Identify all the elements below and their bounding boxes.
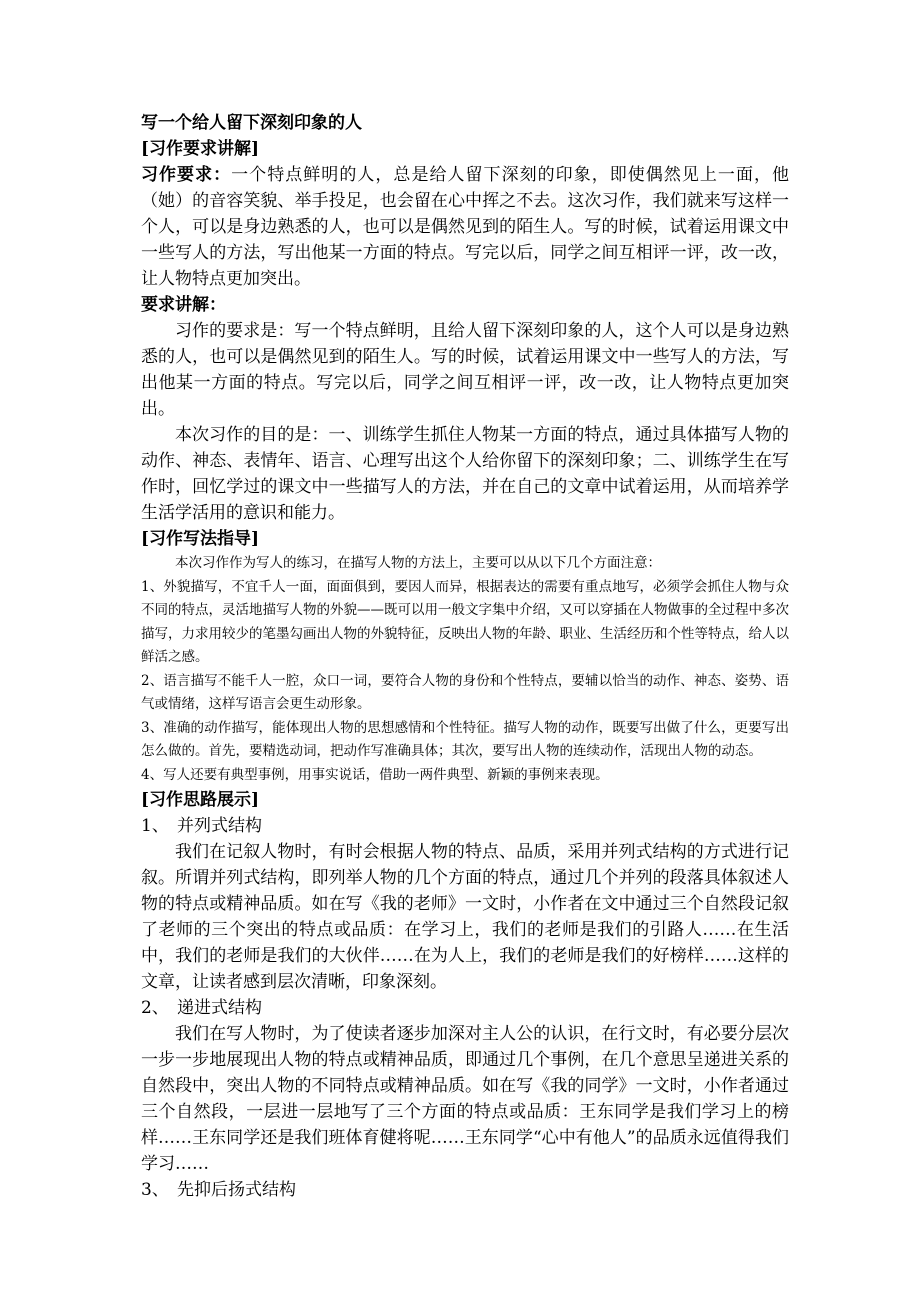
document-body	[141, 110, 789, 1203]
structure-item-title: 递进式结构	[177, 998, 262, 1018]
structure-item-3-heading	[141, 1177, 789, 1203]
structure-item-2-heading	[141, 995, 789, 1021]
explanation-paragraph-1: 习作的要求是：写一个特点鲜明，且给人留下深刻印象的人，这个人可以是身边熟悉的人，也可以是偶然见到的陌生人。写的时候，试着运用课文中一些写人的方法，写出他某一方面的特点。写完以后，同学之间互相评一评，改一改，让人物特点更加突出。	[141, 321, 789, 419]
requirement-paragraph	[141, 162, 789, 292]
method-point-4: 4、写人还要有典型事例，用事实说话，借助一两件典型、新颖的事例来表现。	[141, 766, 609, 783]
structure-item-number: 2、	[141, 998, 169, 1018]
method-point-3: 3、准确的动作描写，能体现出人物的思想感情和个性特征。描写人物的动作，既要写出做了什么，更要写出怎么做的。首先，要精选动词，把动作写准确具体；其次，要写出人物的连续动作，活现出人物的动态。	[141, 719, 789, 759]
structure-item-1-text: 我们在记叙人物时，有时会根据人物的特点、品质，采用并列式结构的方式进行记叙。所谓并列式结构，即列举人物的几个方面的特点，通过几个并列的段落具体叙述人物的特点或精神品质。如在写《我的老师》一文时，小作者在文中通过三个自然段记叙了老师的三个突出的特点或品质：在学习上，我们的老师是我们的引路人……在生活中，我们的老师是我们的大伙伴……在为人上，我们的老师是我们的好榜样……这样的文章，让读者感到层次清晰，印象深刻。	[141, 842, 789, 992]
document-title: 写一个给人留下深刻印象的人	[141, 113, 362, 133]
structure-item-title: 先抑后扬式结构	[177, 1180, 296, 1200]
methods-intro: 本次习作作为写人的练习，在描写人物的方法上，主要可以从以下几个方面注意：	[175, 555, 661, 571]
requirement-text: 一个特点鲜明的人，总是给人留下深刻的印象，即使偶然见上一面，他（她）的音容笑貌、举手投足，也会留在心中挥之不去。这次习作，我们就来写这样一个人，可以是身边熟悉的人，也可以是偶然见到的陌生人。写的时候，试着运用课文中一些写人的方法，写出他某一方面的特点。写完以后，同学之间互相评一评，改一改，让人物特点更加突出。	[141, 165, 790, 289]
section-heading-methods: [习作写法指导]	[141, 529, 260, 549]
structure-item-2-text: 我们在写人物时，为了使读者逐步加深对主人公的认识，在行文时，有必要分层次一步一步地展现出人物的特点或精神品质，即通过几个事例，在几个意思呈递进关系的自然段中，突出人物的不同特点或精神品质。如在写《我的同学》一文时，小作者通过三个自然段，一层进一层地写了三个方面的特点或品质：王东同学是我们学习上的榜样……王东同学还是我们班体育健将呢……王东同学“心中有他人”的品质永远值得我们学习……	[141, 1024, 789, 1174]
requirement-label: 习作要求：	[141, 165, 232, 185]
method-point-2: 2、语言描写不能千人一腔，众口一词，要符合人物的身份和个性特点，要辅以恰当的动作、神态、姿势、语气或情绪，这样写语言会更生动形象。	[141, 672, 789, 712]
explanation-paragraph-2: 本次习作的目的是：一、训练学生抓住人物某一方面的特点，通过具体描写人物的动作、神态、表情年、语言、心理写出这个人给你留下的深刻印象；二、训练学生在写作时，回忆学过的课文中一些描写人的方法，并在自己的文章中试着运用，从而培养学生活学活用的意识和能力。	[141, 425, 789, 523]
method-point-1: 1、外貌描写，不宜千人一面，面面俱到，要因人而异，根据表达的需要有重点地写，必须学会抓住人物与众不同的特点，灵活地描写人物的外貌——既可以用一般文字集中介绍，又可以穿插在人物做事的全过程中多次描写，力求用较少的笔墨勾画出人物的外貌特征，反映出人物的年龄、职业、生活经历和个性等特点，给人以鲜活之感。	[141, 578, 789, 665]
structure-item-number: 3、	[141, 1180, 169, 1200]
structure-item-number: 1、	[141, 816, 169, 836]
structure-item-1-heading	[141, 813, 789, 839]
explanation-label: 要求讲解：	[141, 295, 226, 315]
structure-item-title: 并列式结构	[177, 816, 262, 836]
section-heading-requirements: [习作要求讲解]	[141, 139, 260, 159]
section-heading-structures: [习作思路展示]	[141, 790, 260, 810]
